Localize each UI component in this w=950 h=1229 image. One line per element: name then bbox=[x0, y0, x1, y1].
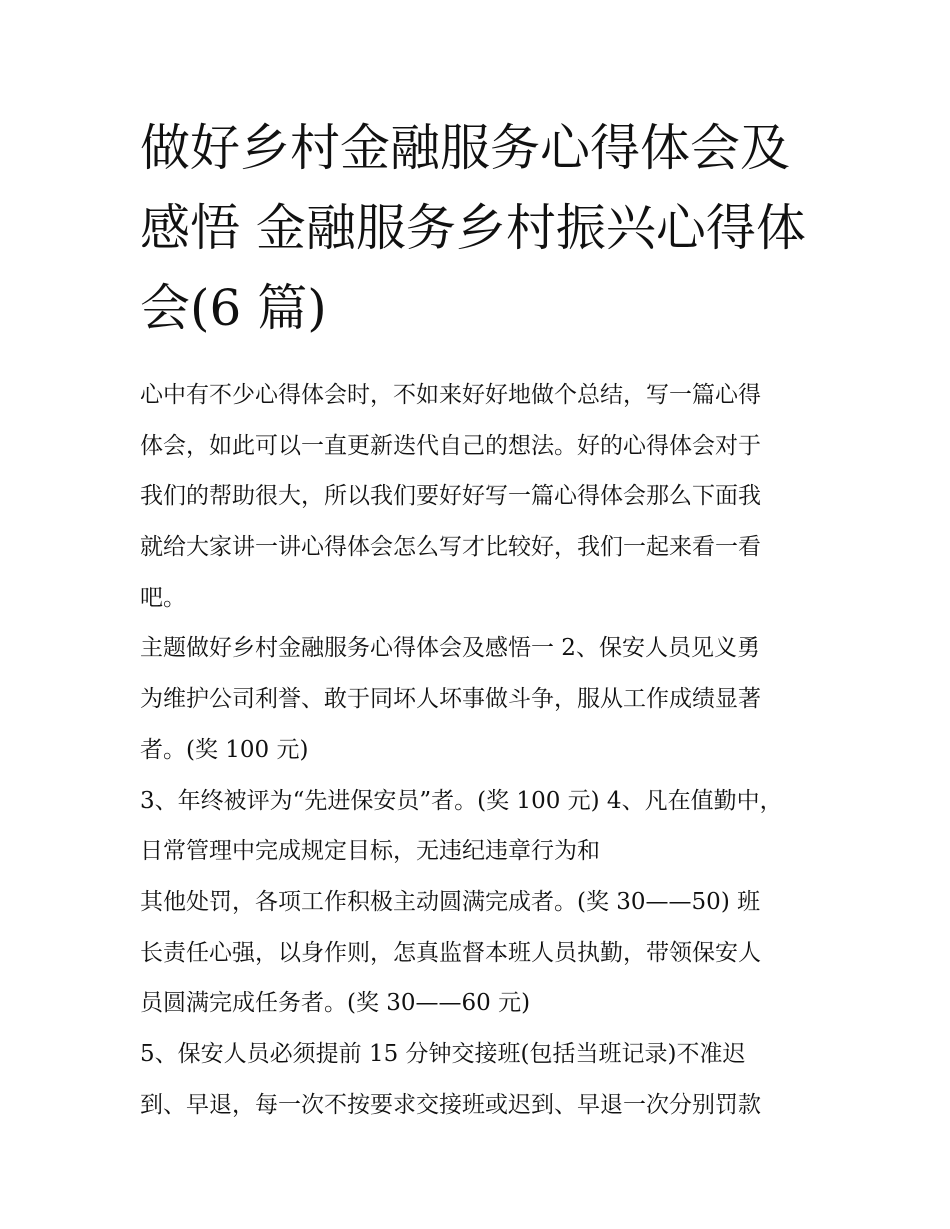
body-line: 主题做好乡村金融服务心得体会及感悟一 2、保安人员见义勇 bbox=[140, 635, 760, 662]
body-line: 就给大家讲一讲心得体会怎么写才比较好，我们一起来看一看 bbox=[140, 534, 761, 561]
body-line: 吧。 bbox=[140, 584, 186, 611]
title-line: 做好乡村金融服务心得体会及 bbox=[140, 119, 790, 177]
body-line: 日常管理中完成规定目标，无违纪违章行为和 bbox=[140, 838, 600, 865]
document-body bbox=[140, 370, 820, 1130]
body-line: 其他处罚，各项工作积极主动圆满完成者。(奖 30——50) 班 bbox=[140, 888, 761, 915]
body-line: 我们的帮助很大，所以我们要好好写一篇心得体会那么下面我 bbox=[140, 483, 761, 510]
body-line: 3、年终被评为“先进保安员”者。(奖 100 元) 4、凡在值勤中， bbox=[140, 787, 783, 814]
body-line: 为维护公司利誉、敢于同坏人坏事做斗争，服从工作成绩显著 bbox=[140, 686, 761, 713]
title-line: 会(6 篇) bbox=[140, 279, 327, 337]
body-line: 员圆满完成任务者。(奖 30——60 元) bbox=[140, 990, 531, 1017]
document-title bbox=[140, 108, 820, 348]
body-line: 到、早退，每一次不按要求交接班或迟到、早退一次分别罚款 bbox=[140, 1091, 761, 1118]
document-page bbox=[140, 108, 820, 1130]
body-line: 长责任心强，以身作则，怎真监督本班人员执勤，带领保安人 bbox=[140, 939, 761, 966]
body-line: 者。(奖 100 元) bbox=[140, 736, 309, 763]
title-line: 感悟 金融服务乡村振兴心得体 bbox=[140, 199, 806, 257]
body-line: 心中有不少心得体会时，不如来好好地做个总结，写一篇心得 bbox=[140, 382, 761, 408]
body-line: 体会，如此可以一直更新迭代自己的想法。好的心得体会对于 bbox=[140, 432, 761, 459]
body-line: 5、保安人员必须提前 15 分钟交接班(包括当班记录)不准迟 bbox=[140, 1040, 746, 1067]
